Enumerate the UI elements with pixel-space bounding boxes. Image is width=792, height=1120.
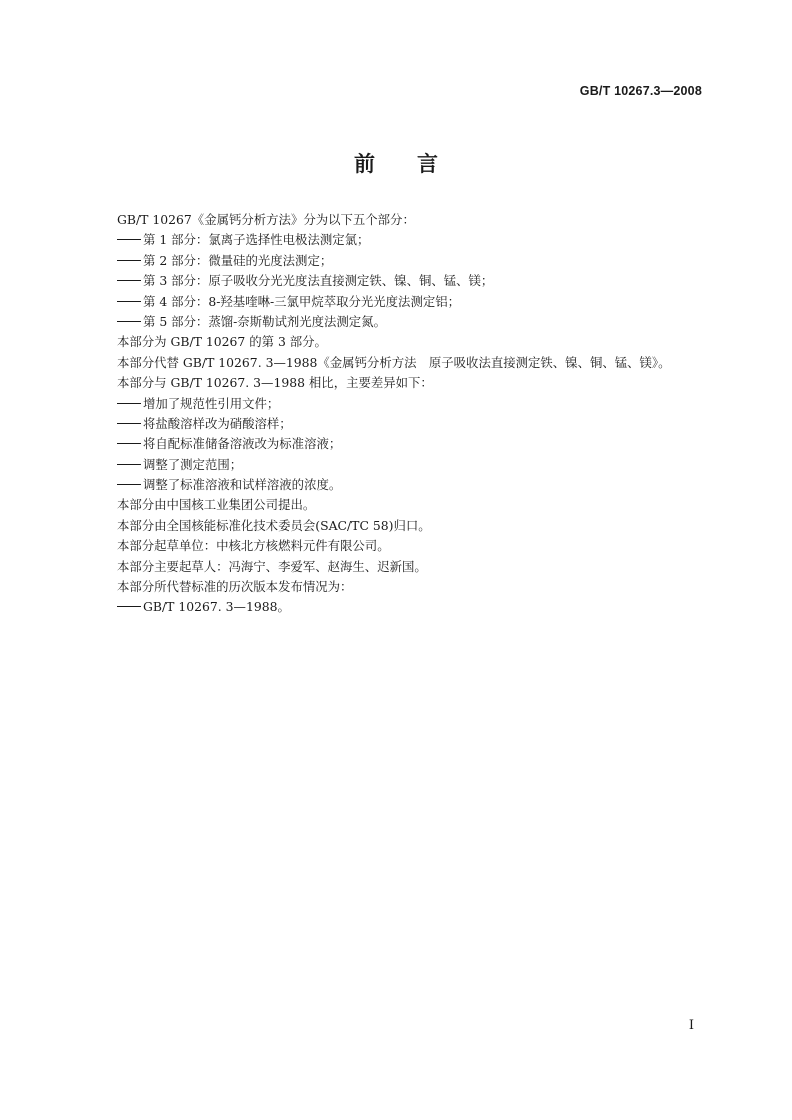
difference-list-item-text: 将自配标准储备溶液改为标准溶液；	[143, 436, 342, 452]
part-list-item	[117, 230, 707, 250]
difference-list-item-text: 调整了标准溶液和试样溶液的浓度。	[143, 477, 342, 493]
dash-marker	[117, 260, 141, 261]
part-list-item-text: 第 1 部分：氯离子选择性电极法测定氯；	[143, 232, 370, 248]
dash-marker	[117, 464, 141, 465]
part-list-item	[117, 292, 707, 312]
differences-intro-paragraph: 本部分与 GB/T 10267. 3—1988 相比，主要差异如下：	[117, 375, 433, 391]
centralized-by-paragraph: 本部分由全国核能标准化技术委员会(SAC/TC 58)归口。	[117, 517, 431, 533]
history-list-item-text: GB/T 10267. 3—1988。	[143, 599, 290, 615]
part-list-item	[117, 251, 707, 271]
intro-paragraph: GB/T 10267《金属钙分析方法》分为以下五个部分：	[117, 212, 415, 227]
part-list-item-text: 第 5 部分：蒸馏-奈斯勒试剂光度法测定氮。	[143, 313, 386, 329]
part-list-item	[117, 271, 707, 291]
this-part-paragraph: 本部分为 GB/T 10267 的第 3 部分。	[117, 334, 327, 350]
dash-marker	[117, 280, 141, 281]
difference-list-item-text: 调整了测定范围；	[143, 456, 243, 472]
dash-marker	[117, 443, 141, 444]
page-number: I	[688, 1018, 694, 1033]
drafters-paragraph: 本部分主要起草人：冯海宁、李爱军、赵海生、迟新国。	[117, 558, 427, 574]
difference-list-item	[117, 455, 707, 475]
drafting-unit-paragraph: 本部分起草单位：中核北方核燃料元件有限公司。	[117, 538, 390, 554]
proposed-by-paragraph: 本部分由中国核工业集团公司提出。	[117, 497, 316, 513]
history-list-item	[117, 597, 707, 617]
difference-list-item-text: 增加了规范性引用文件；	[143, 395, 280, 411]
difference-list-item	[117, 475, 707, 495]
dash-marker	[117, 321, 141, 322]
part-list-item-text: 第 4 部分：8-羟基喹啉-三氯甲烷萃取分光光度法测定铝；	[143, 293, 461, 309]
dash-marker	[117, 423, 141, 424]
page-title: 前言	[354, 152, 480, 176]
dash-marker	[117, 239, 141, 240]
history-intro-paragraph: 本部分所代替标准的历次版本发布情况为：	[117, 579, 353, 595]
preface-body	[117, 210, 707, 618]
dash-marker	[117, 301, 141, 302]
part-list-item-text: 第 2 部分：微量硅的光度法测定；	[143, 252, 333, 268]
part-list-item-text: 第 3 部分：原子吸收分光光度法直接测定铁、镍、铜、锰、镁；	[143, 273, 494, 289]
replaces-paragraph: 本部分代替 GB/T 10267. 3—1988《金属钙分析方法 原子吸收法直接测定铁、镍、铜、锰、镁》。	[117, 354, 671, 370]
dash-marker	[117, 606, 141, 607]
difference-list-item	[117, 434, 707, 454]
dash-marker	[117, 484, 141, 485]
standard-code-header: GB/T 10267.3—2008	[579, 84, 702, 98]
dash-marker	[117, 403, 141, 404]
difference-list-item	[117, 394, 707, 414]
difference-list-item-text: 将盐酸溶样改为硝酸溶样；	[143, 415, 292, 431]
difference-list-item	[117, 414, 707, 434]
part-list-item	[117, 312, 707, 332]
